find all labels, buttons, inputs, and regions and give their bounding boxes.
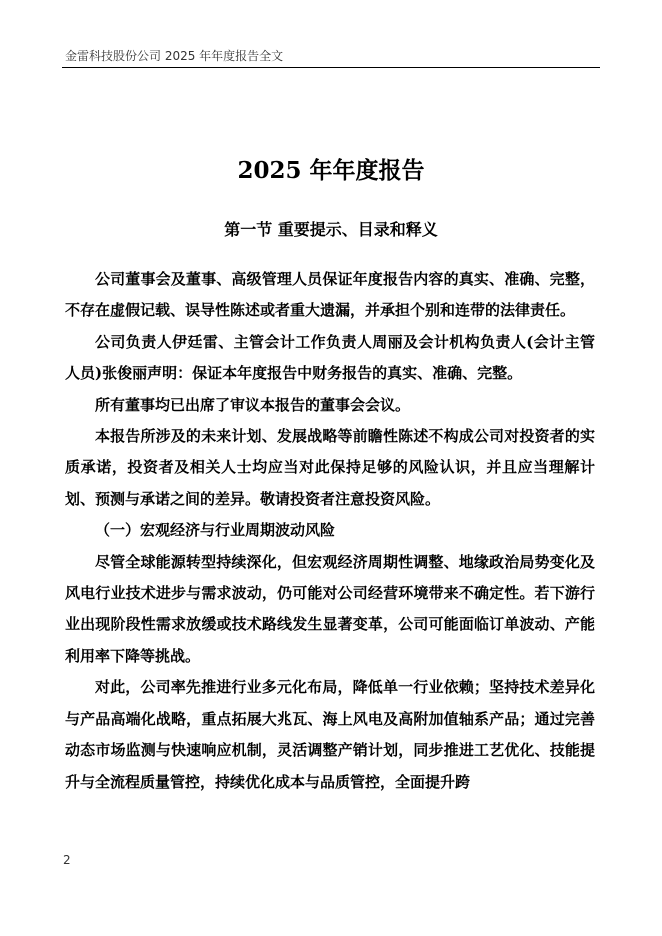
paragraph-directors-attendance: 所有董事均已出席了审议本报告的董事会会议。 [95, 395, 411, 414]
document-body [65, 264, 595, 798]
paragraph-risk-countermeasures: 对此，公司率先推进行业多元化布局，降低单一行业依赖；坚持技术差异化与产品高端化战略，重点拓展大兆瓦、海上风电及高附加值轴系产品；通过完善动态市场监测与快速响应机制，灵活调整产销计划，同步推进工艺优化、技能提升与全流程质量管控，持续优化成本与品质管控，全面提升跨 [65, 678, 595, 791]
document-title: 2025 年年度报告 [237, 157, 425, 184]
section-title: 第一节 重要提示、目录和释义 [224, 220, 438, 239]
paragraph-macro-risk-description: 尽管全球能源转型持续深化，但宏观经济周期性调整、地缘政治局势变化及风电行业技术进步与需求波动，仍可能对公司经营环境带来不确定性。若下游行业出现阶段性需求放缓或技术路线发生显著变革，公司可能面临订单波动、产能利用率下降等挑战。 [65, 552, 595, 665]
running-header: 金雷科技股份公司 2025 年年度报告全文 [65, 49, 284, 63]
page-number: 2 [63, 853, 71, 867]
paragraph-board-guarantee: 公司董事会及董事、高级管理人员保证年度报告内容的真实、准确、完整，不存在虚假记载、误导性陈述或者重大遗漏，并承担个别和连带的法律责任。 [65, 270, 595, 320]
paragraph-forward-looking-disclaimer: 本报告所涉及的未来计划、发展战略等前瞻性陈述不构成公司对投资者的实质承诺，投资者及相关人士均应当对此保持足够的风险认识，并且应当理解计划、预测与承诺之间的差异。敬请投资者注意投资风险。 [65, 427, 595, 508]
paragraph-responsible-persons-statement: 公司负责人伊廷雷、主管会计工作负责人周丽及会计机构负责人(会计主管人员)张俊丽声明：保证本年度报告中财务报告的真实、准确、完整。 [65, 332, 595, 383]
risk-heading-macro-cycle: （一）宏观经济与行业周期波动风险 [95, 521, 336, 540]
header-divider [62, 67, 600, 68]
